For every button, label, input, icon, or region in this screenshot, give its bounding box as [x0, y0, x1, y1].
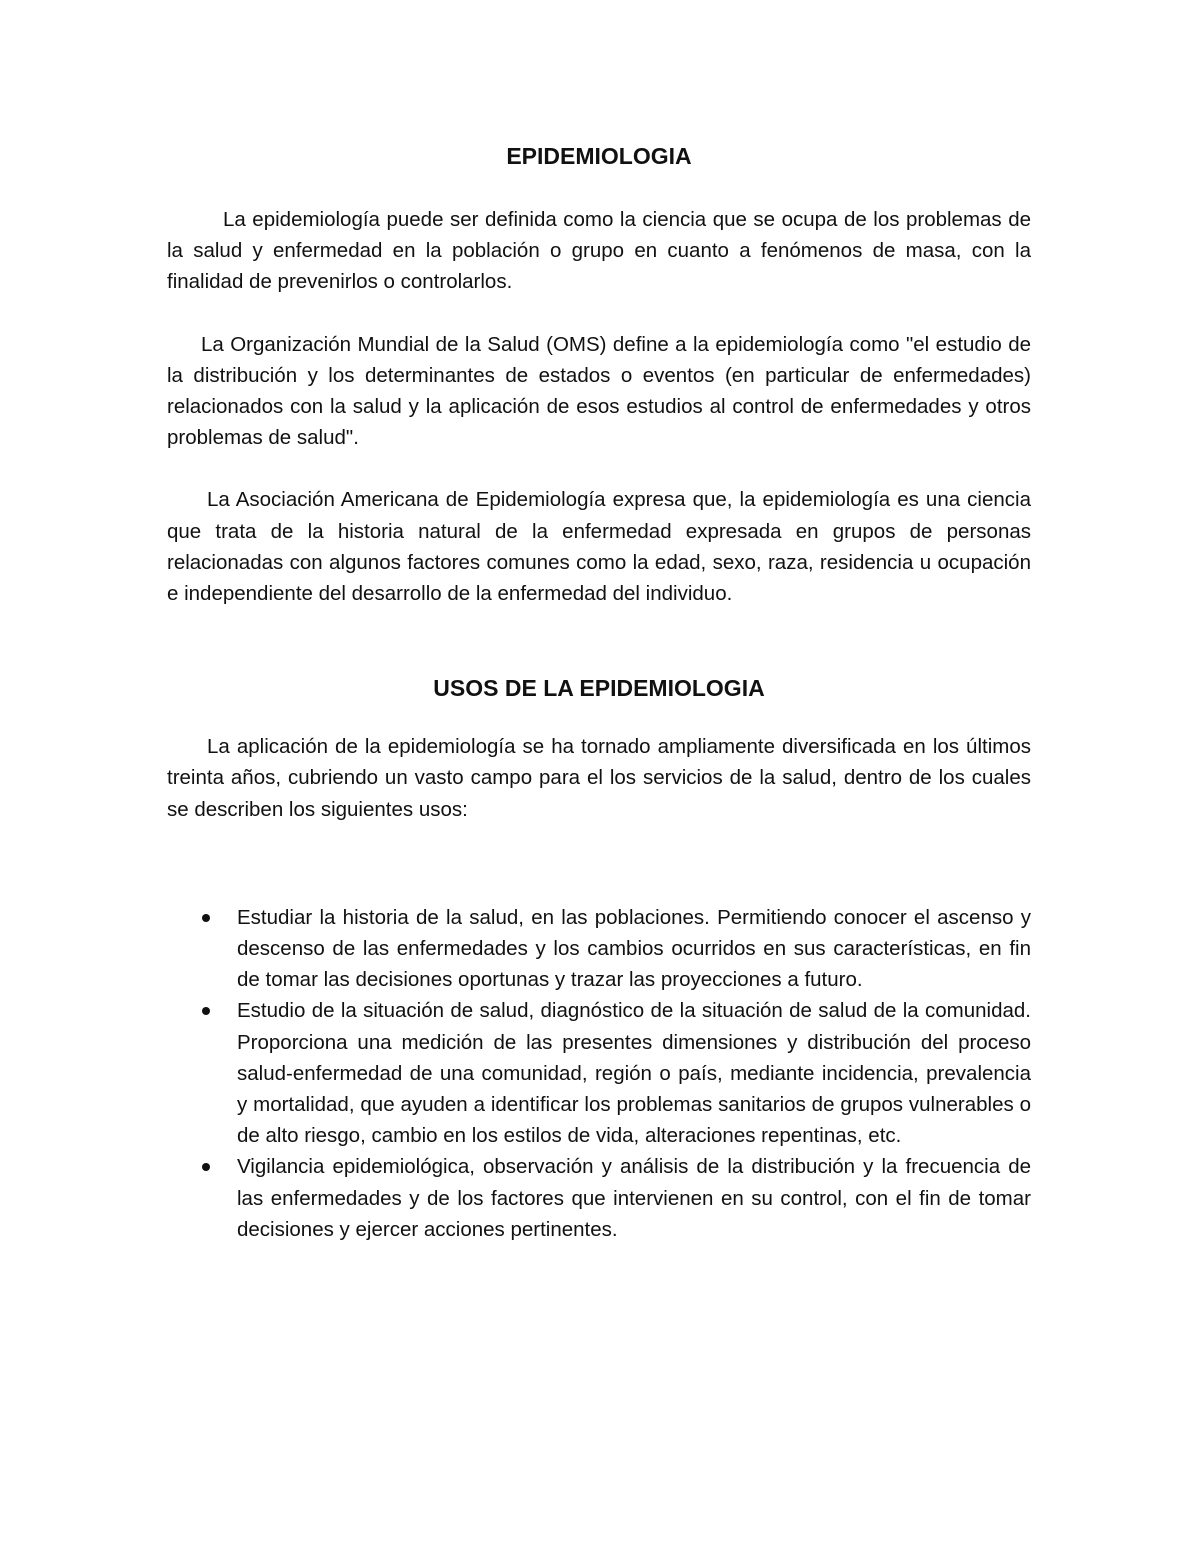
section-title-usos: USOS DE LA EPIDEMIOLOGIA	[433, 675, 765, 702]
list-item	[167, 995, 1031, 1151]
paragraph-definition: La epidemiología puede ser definida como la ciencia que se ocupa de los problemas de la salud y enfermedad en la población o grupo en cuanto a fenómenos de masa, con la finalidad de prevenirlos o controlarlos.	[167, 208, 1031, 294]
document-title: EPIDEMIOLOGIA	[506, 143, 692, 169]
paragraph-usos-intro: La aplicación de la epidemiología se ha tornado ampliamente diversificada en los últimos treinta años, cubriendo un vasto campo para el los servicios de la salud, dentro de los cuales se describen los siguientes usos:	[167, 735, 1031, 821]
uses-list	[167, 902, 1031, 1245]
paragraph-asociacion: La Asociación Americana de Epidemiología expresa que, la epidemiología es una ciencia que trata de la historia natural de la enfermedad expresada en grupos de personas relacionadas con algunos factores comunes como la edad, sexo, raza, residencia u ocupación e independiente del desarrollo de la enfermedad del individuo.	[167, 488, 1031, 606]
list-item	[167, 1151, 1031, 1245]
document-page	[167, 140, 1031, 1245]
list-item-text: Estudio de la situación de salud, diagnóstico de la situación de salud de la comunidad. Proporciona una medición de las presentes dimensiones y distribución del proceso salud-enfermedad de una comunidad, región o país, mediante incidencia, prevalencia y mortalidad, que ayuden a identificar los problemas sanitarios de grupos vulnerables o de alto riesgo, cambio en los estilos de vida, alteraciones repentinas, etc.	[237, 999, 1031, 1148]
list-item	[167, 902, 1031, 996]
bullet-icon	[202, 914, 210, 922]
paragraph-oms: La Organización Mundial de la Salud (OMS) define a la epidemiología como "el estudio de la distribución y los determinantes de estados o eventos (en particular de enfermedades) relacionados con la salud y la aplicación de esos estudios al control de enfermedades y otros problemas de salud".	[167, 332, 1031, 450]
list-item-text: Vigilancia epidemiológica, observación y análisis de la distribución y la frecuencia de las enfermedades y de los factores que intervienen en su control, con el fin de tomar decisiones y ejercer acciones pertinentes.	[237, 1155, 1031, 1241]
bullet-icon	[202, 1163, 210, 1171]
list-item-text: Estudiar la historia de la salud, en las poblaciones. Permitiendo conocer el ascenso y descenso de las enfermedades y los cambios ocurridos en sus características, en fin de tomar las decisiones oportunas y trazar las proyecciones a futuro.	[237, 905, 1031, 992]
bullet-icon	[202, 1007, 210, 1015]
